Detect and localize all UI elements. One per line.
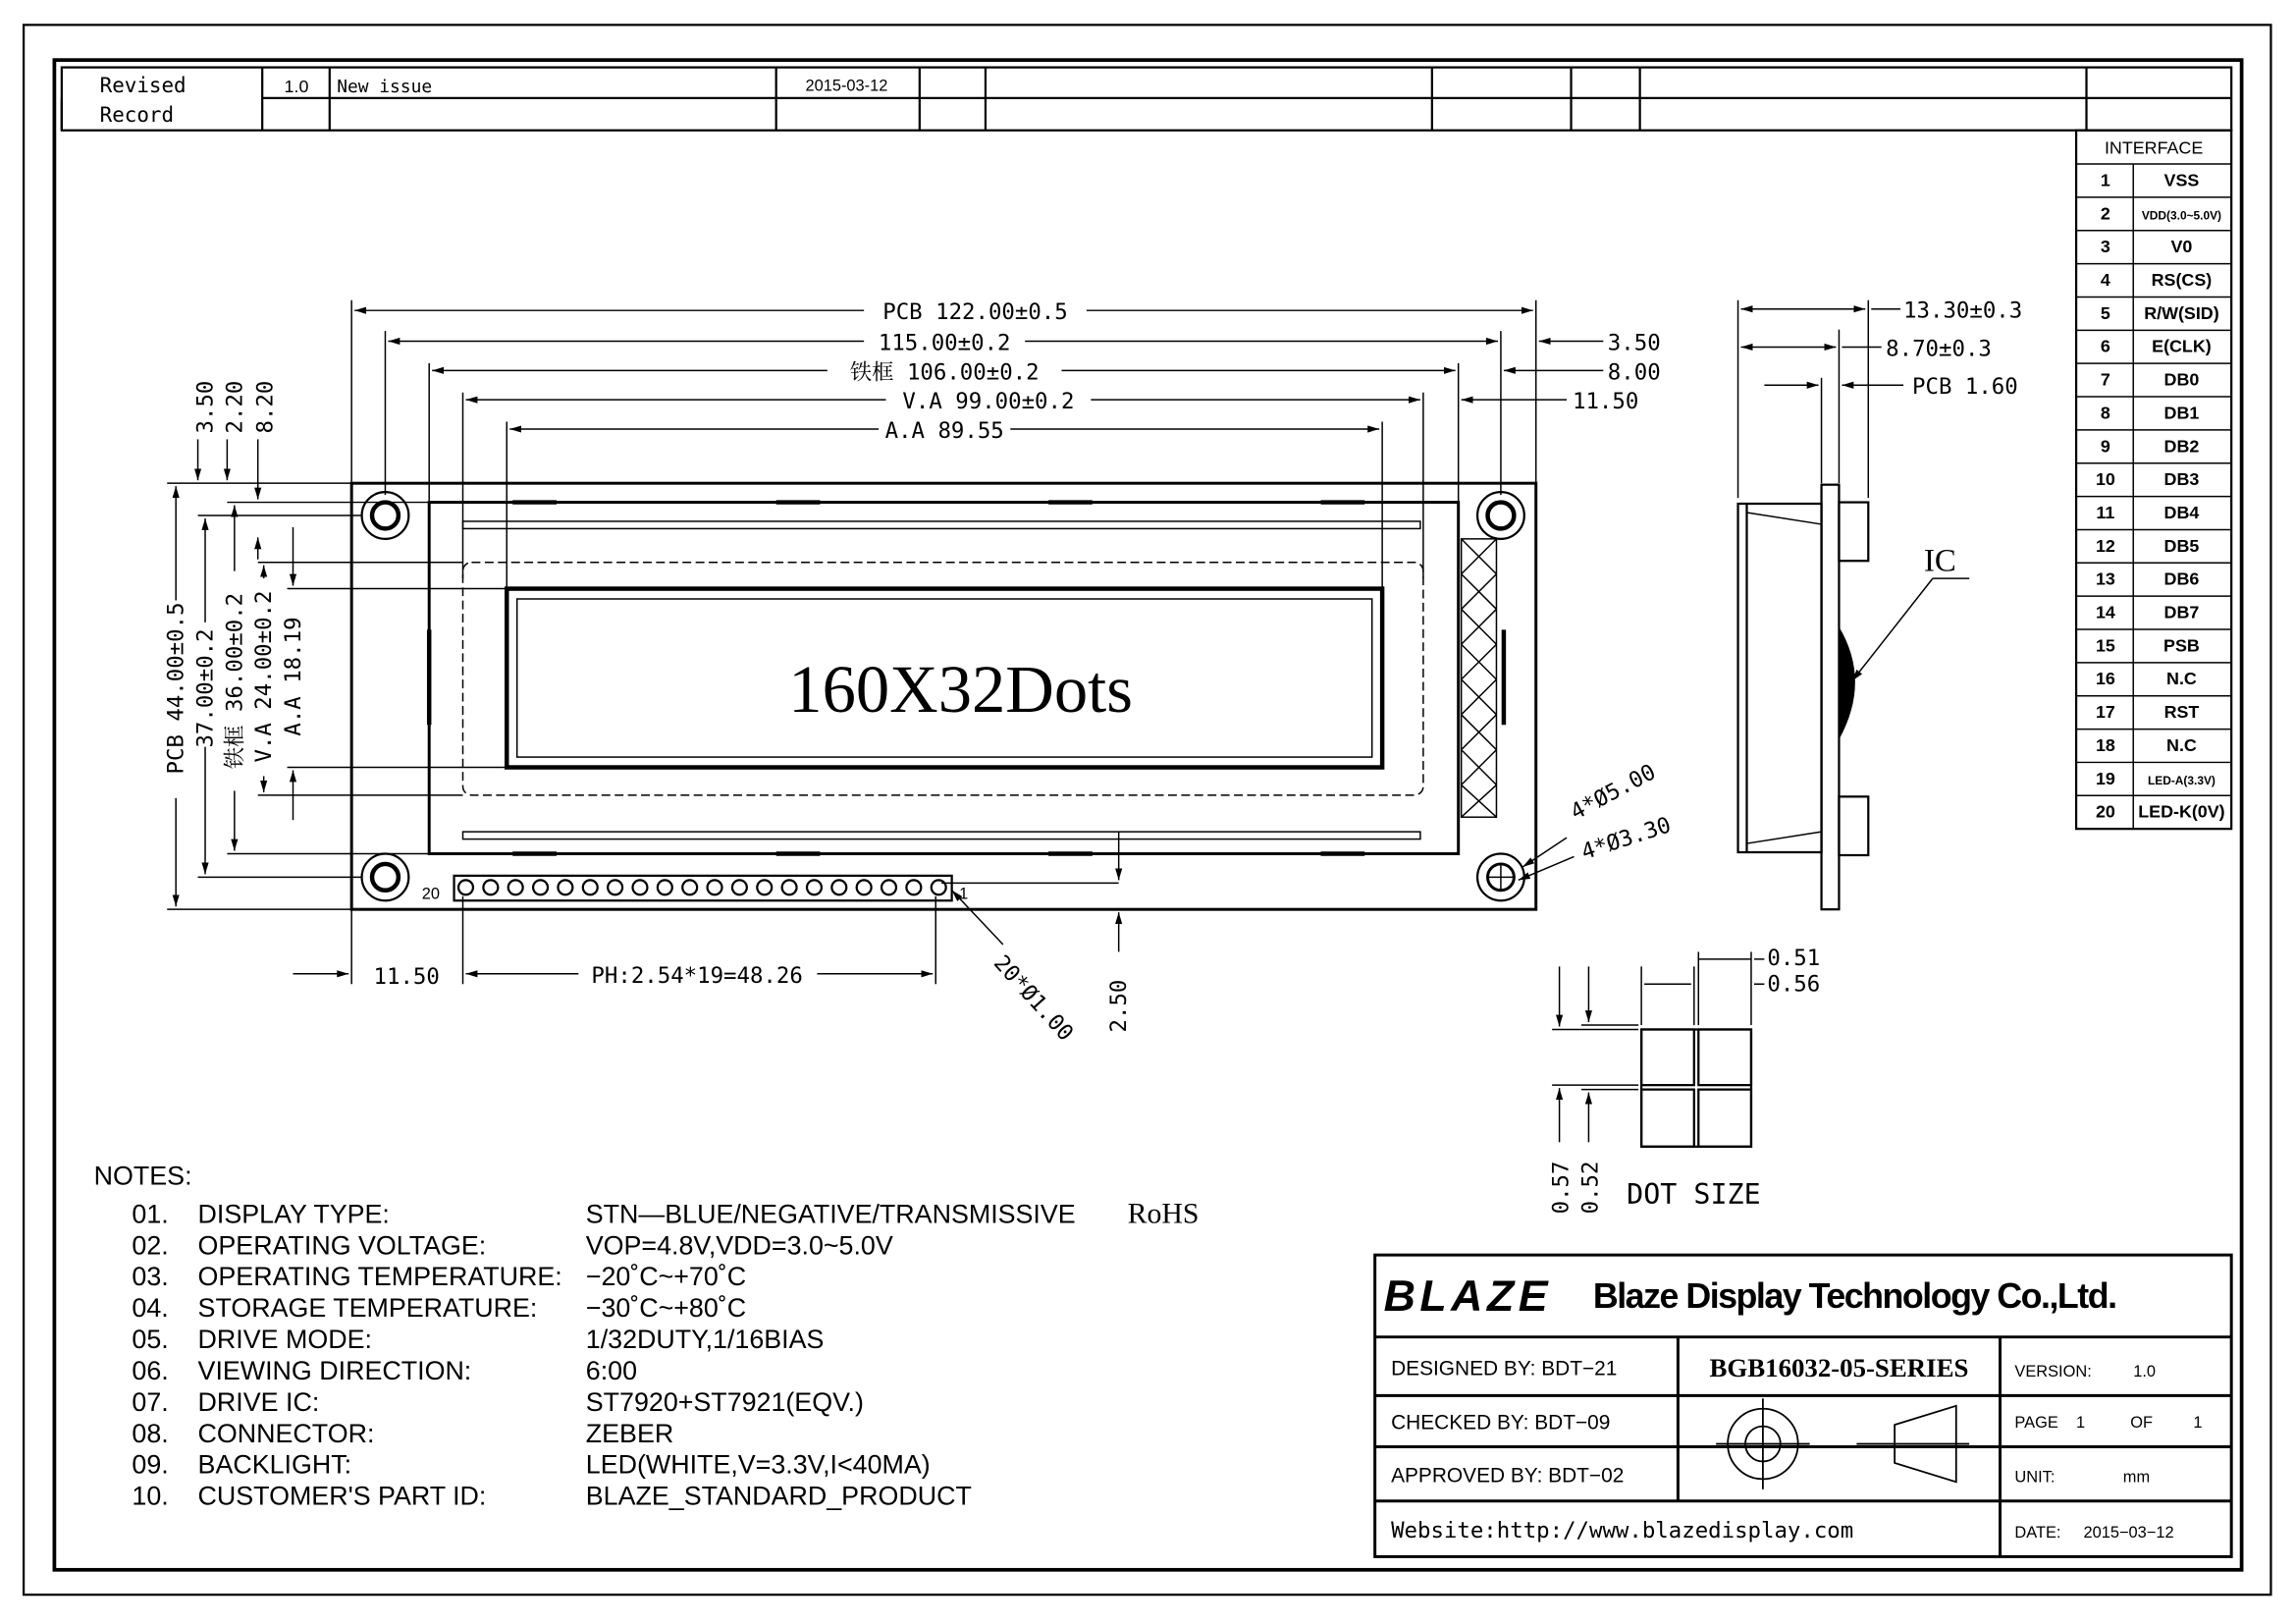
note-item bbox=[132, 1419, 673, 1448]
interface-title: INTERFACE bbox=[2104, 137, 2204, 158]
pin-row bbox=[2096, 503, 2199, 522]
notes-rows bbox=[132, 1199, 1075, 1510]
display-text: 160X32Dots bbox=[788, 651, 1133, 727]
revision-label-1: Revised bbox=[99, 73, 187, 97]
pin-name: DB2 bbox=[2163, 436, 2200, 457]
projection-symbol bbox=[1716, 1398, 1969, 1489]
pin-name: E(CLK) bbox=[2152, 336, 2212, 356]
side-view bbox=[1738, 298, 2023, 910]
note-key: BACKLIGHT: bbox=[197, 1449, 352, 1480]
note-value: LED(WHITE,V=3.3V,I<40MA) bbox=[585, 1449, 931, 1480]
note-no: 07. bbox=[132, 1386, 169, 1417]
ic-blob bbox=[1839, 626, 1854, 739]
mounting-hole-tl bbox=[362, 492, 409, 539]
pin-number: 1 bbox=[2100, 170, 2110, 190]
mounting-hole-br bbox=[1477, 854, 1524, 901]
note-value: 6:00 bbox=[585, 1355, 638, 1385]
pages-value: 1 bbox=[2193, 1414, 2203, 1433]
pin-row bbox=[2101, 303, 2219, 323]
pin-name: DB7 bbox=[2163, 602, 2200, 623]
bottom-slot bbox=[463, 832, 1420, 839]
note-item bbox=[132, 1230, 892, 1260]
note-key: OPERATING VOLTAGE: bbox=[197, 1230, 487, 1261]
version-label: VERSION: bbox=[2014, 1362, 2092, 1380]
note-item bbox=[132, 1293, 746, 1323]
pin-rows bbox=[2076, 164, 2231, 829]
pin-row bbox=[2096, 603, 2199, 623]
revision-note: New issue bbox=[337, 76, 433, 97]
dim-hole-outer: 4*Ø5.00 bbox=[1566, 759, 1661, 826]
pin-name: N.C bbox=[2166, 734, 2197, 755]
notes-heading: NOTES: bbox=[93, 1161, 192, 1191]
pin-number: 7 bbox=[2100, 369, 2110, 390]
pin-name: DB3 bbox=[2163, 469, 2200, 490]
note-value: −30˚C~+80˚C bbox=[585, 1293, 747, 1324]
note-key: CUSTOMER'S PART ID: bbox=[197, 1481, 487, 1511]
pin-name: DB4 bbox=[2163, 502, 2200, 522]
approved-by: APPROVED BY: BDT−02 bbox=[1391, 1464, 1625, 1488]
dim-right-3-50: 3.50 bbox=[1607, 330, 1661, 356]
note-no: 02. bbox=[132, 1230, 169, 1261]
revision-version: 1.0 bbox=[284, 76, 309, 96]
pin-number: 20 bbox=[2095, 801, 2115, 822]
page-value: 1 bbox=[2076, 1414, 2086, 1433]
top-slot bbox=[463, 521, 1420, 528]
dot-dim-2: 0.56 bbox=[1767, 971, 1821, 998]
company-logo: BLAZE bbox=[1383, 1271, 1553, 1321]
note-no: 06. bbox=[132, 1355, 169, 1385]
pin-row bbox=[2101, 436, 2199, 456]
pin-row bbox=[2096, 669, 2197, 688]
dot-size-label: DOT SIZE bbox=[1627, 1177, 1761, 1211]
dim-aa-w: A.A 89.55 bbox=[884, 417, 1004, 444]
dim-side-pcb: PCB 1.60 bbox=[1912, 374, 2018, 401]
note-key: DRIVE IC: bbox=[197, 1386, 320, 1417]
note-no: 04. bbox=[132, 1293, 169, 1324]
pin-name: PSB bbox=[2163, 635, 2200, 656]
pin-number: 8 bbox=[2100, 403, 2110, 423]
mounting-hole-bl bbox=[362, 854, 409, 901]
note-key: DRIVE MODE: bbox=[197, 1325, 372, 1355]
mounting-hole-tr bbox=[1477, 492, 1524, 539]
note-value: ZEBER bbox=[585, 1418, 674, 1448]
dim-pcb-width: PCB 122.00±0.5 bbox=[882, 299, 1068, 326]
note-item bbox=[132, 1450, 930, 1480]
pin-row bbox=[2101, 337, 2212, 356]
dim-va-w: V.A 99.00±0.2 bbox=[902, 389, 1075, 415]
pin-number: 14 bbox=[2095, 602, 2115, 623]
note-value: STN—BLUE/NEGATIVE/TRANSMISSIVE bbox=[585, 1199, 1076, 1229]
pin-row bbox=[2096, 735, 2197, 755]
pin-20-label: 20 bbox=[421, 885, 440, 903]
pin-number: 10 bbox=[2095, 469, 2115, 490]
note-value: −20˚C~+70˚C bbox=[585, 1262, 747, 1292]
note-key: OPERATING TEMPERATURE: bbox=[197, 1262, 562, 1292]
pin-row bbox=[2096, 802, 2225, 822]
pin-name: V0 bbox=[2170, 237, 2193, 257]
pin-row bbox=[2096, 469, 2199, 489]
pin-number: 19 bbox=[2095, 768, 2115, 788]
note-key: STORAGE TEMPERATURE: bbox=[197, 1293, 538, 1324]
pin-name: DB5 bbox=[2163, 535, 2200, 556]
interface-table bbox=[2076, 131, 2231, 829]
note-key: VIEWING DIRECTION: bbox=[197, 1355, 472, 1385]
dim-pin-offset: 2.50 bbox=[1106, 979, 1133, 1033]
pin-name: VDD(3.0~5.0V) bbox=[2141, 208, 2222, 223]
revision-date: 2015-03-12 bbox=[805, 77, 888, 95]
pin-row bbox=[2101, 237, 2193, 256]
pin-number: 11 bbox=[2096, 502, 2115, 522]
dim-bezel-h: 铁框 36.00±0.2 bbox=[222, 592, 248, 770]
note-item bbox=[132, 1199, 1075, 1228]
pin-number: 3 bbox=[2100, 237, 2110, 257]
note-item bbox=[132, 1262, 746, 1291]
page-label: PAGE bbox=[2014, 1414, 2058, 1433]
pin-row bbox=[2101, 170, 2199, 189]
dim-va-h: V.A 24.00±0.2 bbox=[251, 590, 278, 763]
note-value: BLAZE_STANDARD_PRODUCT bbox=[585, 1481, 972, 1511]
dim-pin-drill: 20*Ø1.00 bbox=[988, 949, 1079, 1047]
dim-pin-pitch: PH:2.54*19=48.26 bbox=[591, 962, 803, 989]
front-view bbox=[164, 299, 1675, 1046]
pin-row bbox=[2096, 635, 2200, 655]
pin-number: 17 bbox=[2095, 702, 2115, 723]
part-number: BGB16032-05-SERIES bbox=[1709, 1352, 1969, 1382]
pin-number: 2 bbox=[2100, 203, 2110, 224]
pin-row bbox=[2096, 702, 2199, 722]
pin-row bbox=[2101, 370, 2199, 390]
pin-number: 16 bbox=[2095, 669, 2115, 689]
dim-hole-pitch-h: 37.00±0.2 bbox=[192, 628, 219, 748]
checked-by: CHECKED BY: BDT−09 bbox=[1391, 1411, 1611, 1435]
version-value: 1.0 bbox=[2133, 1362, 2157, 1380]
dim-left-8-20: 8.20 bbox=[252, 380, 279, 434]
note-key: CONNECTOR: bbox=[197, 1418, 375, 1448]
dot-dim-3: 0.57 bbox=[1548, 1161, 1575, 1215]
pin-row bbox=[2096, 536, 2199, 556]
pin-number: 5 bbox=[2100, 302, 2110, 323]
pin-number: 18 bbox=[2095, 734, 2115, 755]
pin-name: RST bbox=[2163, 702, 2200, 723]
inner-border bbox=[54, 60, 2241, 1570]
note-item bbox=[132, 1356, 637, 1385]
title-block bbox=[1375, 1255, 2231, 1556]
pin-row bbox=[2096, 569, 2199, 589]
revision-label-2: Record bbox=[99, 102, 175, 127]
dot-size-detail bbox=[1549, 946, 1821, 1215]
pin-number: 4 bbox=[2100, 269, 2110, 290]
unit-value: mm bbox=[2122, 1468, 2151, 1487]
note-item bbox=[132, 1325, 824, 1354]
pin-row bbox=[2101, 403, 2199, 422]
note-no: 10. bbox=[132, 1481, 169, 1511]
pin-name: N.C bbox=[2166, 669, 2197, 689]
pin-number: 13 bbox=[2095, 568, 2115, 589]
pin-row bbox=[2101, 270, 2212, 290]
pin-number: 15 bbox=[2095, 635, 2115, 656]
note-no: 03. bbox=[132, 1262, 169, 1292]
dot-dim-4: 0.52 bbox=[1577, 1161, 1604, 1215]
rohs-label: RoHS bbox=[1127, 1197, 1200, 1230]
pin-name: DB6 bbox=[2163, 568, 2200, 589]
note-no: 08. bbox=[132, 1418, 169, 1448]
note-no: 01. bbox=[132, 1199, 169, 1229]
pin-name: DB0 bbox=[2163, 369, 2200, 390]
of-label: OF bbox=[2130, 1414, 2154, 1433]
note-item bbox=[132, 1387, 863, 1417]
date-value: 2015−03−12 bbox=[2083, 1524, 2174, 1543]
designed-by: DESIGNED BY: BDT−21 bbox=[1391, 1357, 1618, 1380]
dim-pcb-h: PCB 44.00±0.5 bbox=[163, 602, 189, 775]
company-name: Blaze Display Technology Co.,Ltd. bbox=[1592, 1275, 2116, 1316]
pin-1-label: 1 bbox=[959, 885, 969, 903]
website: Website:http://www.blazedisplay.com bbox=[1391, 1518, 1854, 1544]
note-no: 09. bbox=[132, 1449, 169, 1480]
note-item bbox=[132, 1482, 971, 1511]
pin-row bbox=[2096, 769, 2216, 788]
pin-name: R/W(SID) bbox=[2144, 302, 2219, 323]
note-key: DISPLAY TYPE: bbox=[197, 1199, 390, 1229]
note-value: VOP=4.8V,VDD=3.0~5.0V bbox=[585, 1230, 893, 1261]
dim-aa-h: A.A 18.19 bbox=[280, 617, 306, 736]
pin-number: 6 bbox=[2100, 336, 2110, 356]
pin-name: DB1 bbox=[2163, 403, 2200, 423]
note-no: 05. bbox=[132, 1325, 169, 1355]
dim-hole-inner: 4*Ø3.30 bbox=[1577, 812, 1675, 866]
date-label: DATE: bbox=[2014, 1524, 2061, 1543]
pin-header bbox=[454, 876, 952, 900]
pin-name: LED-K(0V) bbox=[2138, 801, 2225, 822]
pin-name: VSS bbox=[2163, 170, 2200, 190]
ic-label: IC bbox=[1923, 543, 1956, 579]
dim-hole-pitch-w: 115.00±0.2 bbox=[878, 330, 1011, 356]
pin-number: 12 bbox=[2095, 535, 2115, 556]
dim-right-11-50: 11.50 bbox=[1573, 389, 1639, 415]
pin-number: 9 bbox=[2100, 436, 2110, 457]
unit-label: UNIT: bbox=[2014, 1468, 2056, 1487]
dot-dim-1: 0.51 bbox=[1767, 945, 1821, 971]
note-value: 1/32DUTY,1/16BIAS bbox=[585, 1325, 825, 1355]
dim-left-3-50: 3.50 bbox=[192, 380, 219, 434]
dim-side-module: 8.70±0.3 bbox=[1886, 336, 1992, 362]
dim-right-8-00: 8.00 bbox=[1607, 359, 1661, 386]
dim-left-2-20: 2.20 bbox=[222, 380, 248, 434]
dim-side-thickness: 13.30±0.3 bbox=[1903, 298, 2023, 324]
pin-name: LED-A(3.3V) bbox=[2148, 773, 2216, 787]
notes-block bbox=[94, 1162, 1200, 1511]
pin-row bbox=[2101, 203, 2221, 223]
note-value: ST7920+ST7921(EQV.) bbox=[585, 1386, 864, 1417]
pin-name: RS(CS) bbox=[2151, 269, 2213, 290]
dim-bezel-w: 铁框 106.00±0.2 bbox=[849, 359, 1040, 386]
dim-bottom-left: 11.50 bbox=[373, 964, 440, 991]
zebra-connector bbox=[1462, 539, 1497, 817]
